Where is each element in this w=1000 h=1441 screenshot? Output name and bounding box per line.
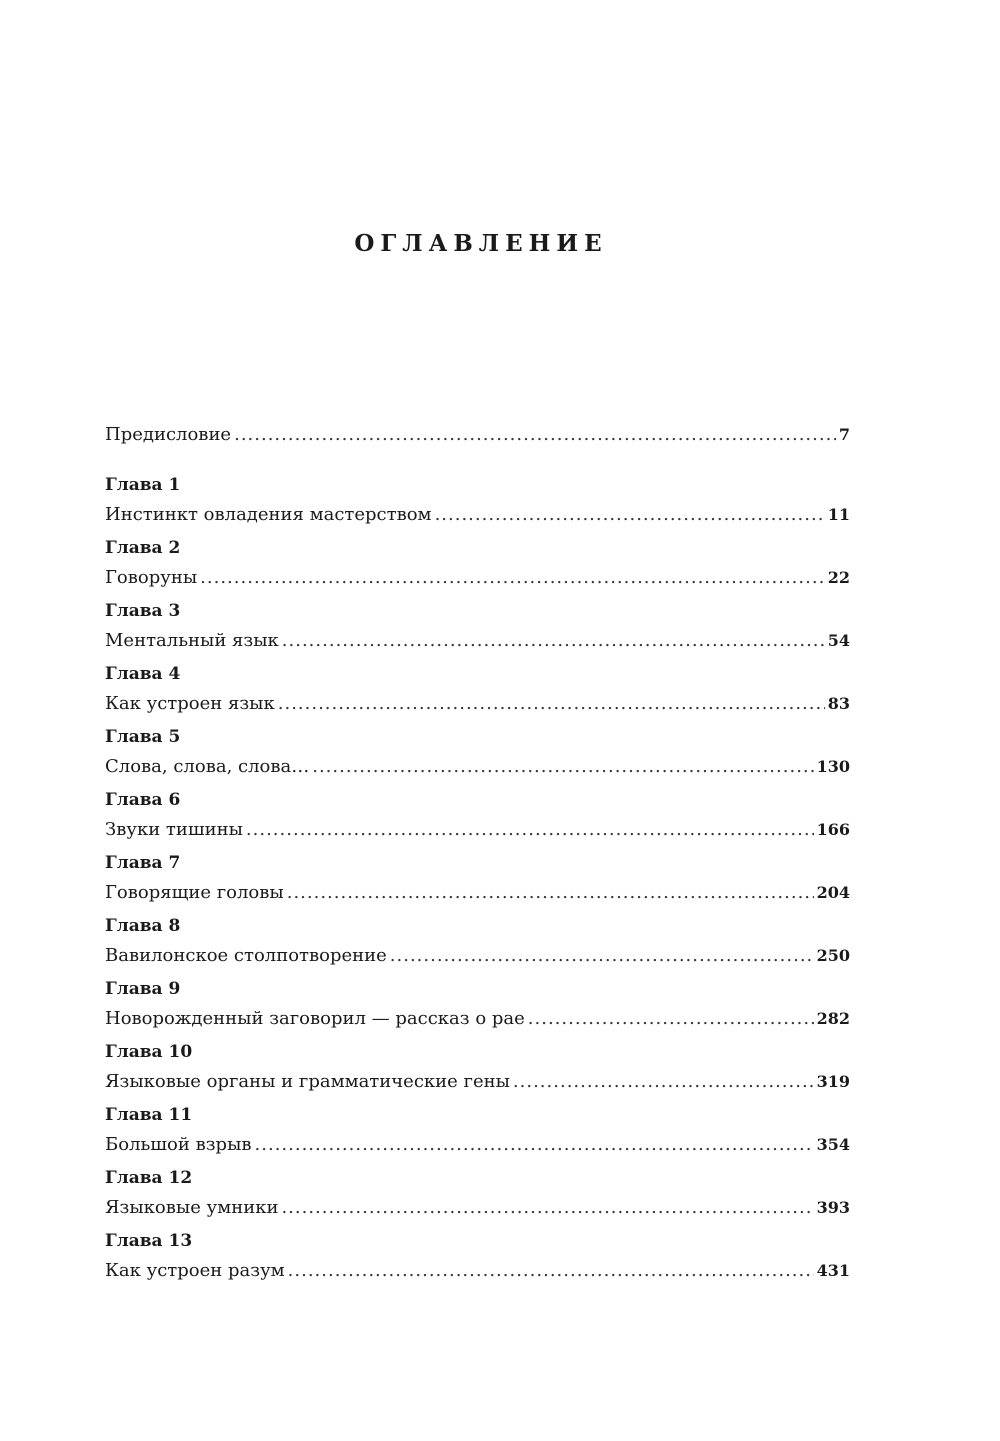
dot-leader: [234, 420, 836, 449]
toc-entry: [105, 1130, 850, 1159]
toc-chapter-8[interactable]: [105, 912, 850, 970]
chapter-heading: Глава 12: [105, 1168, 193, 1188]
chapter-heading: Глава 13: [105, 1231, 193, 1251]
toc-entry: [105, 941, 850, 970]
toc-chapter-5[interactable]: [105, 723, 850, 781]
toc-chapter-7[interactable]: [105, 849, 850, 907]
page-title: ОГЛАВЛЕНИЕ: [354, 230, 608, 257]
toc-page-number: 393: [816, 1198, 850, 1217]
chapter-heading: Глава 7: [105, 853, 181, 873]
toc-chapter-12[interactable]: [105, 1164, 850, 1222]
chapter-heading: Глава 6: [105, 790, 181, 810]
toc-page-number: 22: [827, 568, 850, 587]
toc-chapter-3[interactable]: [105, 597, 850, 655]
chapter-title: Языковые органы и грамматические гены: [105, 1071, 510, 1092]
toc-chapter-4[interactable]: [105, 660, 850, 718]
dot-leader: [287, 878, 814, 907]
toc-page-number: 204: [816, 883, 850, 902]
toc-chapter-6[interactable]: [105, 786, 850, 844]
toc-chapter-2[interactable]: [105, 534, 850, 592]
toc-page-number: 319: [816, 1072, 850, 1091]
chapter-heading: Глава 8: [105, 916, 181, 936]
toc-entry: [105, 815, 850, 844]
chapter-heading: Глава 2: [105, 538, 181, 558]
toc-page-number: 166: [816, 820, 850, 839]
toc-entry-label: Предисловие: [105, 424, 232, 445]
toc-chapter-9[interactable]: [105, 975, 850, 1033]
chapter-heading: Глава 5: [105, 727, 181, 747]
toc-page-number: 130: [816, 757, 850, 776]
toc-entry: [105, 1256, 850, 1285]
chapter-title: Звуки тишины: [105, 819, 243, 840]
toc-page-number: 354: [816, 1135, 850, 1154]
dot-leader: [246, 815, 814, 844]
chapter-title: Говорящие головы: [105, 882, 284, 903]
dot-leader: [312, 752, 813, 781]
toc-chapter-11[interactable]: [105, 1101, 850, 1159]
chapter-title: Новорожденный заговорил — рассказ о рае: [105, 1008, 525, 1029]
toc-entry: [105, 626, 850, 655]
dot-leader: [200, 563, 825, 592]
chapter-title: Языковые умники: [105, 1197, 279, 1218]
chapter-heading: Глава 1: [105, 475, 181, 495]
toc-entry: [105, 1004, 850, 1033]
toc-page-number: 54: [827, 631, 850, 650]
toc-chapter-10[interactable]: [105, 1038, 850, 1096]
toc-page-number: 83: [827, 694, 850, 713]
toc-page-number: 250: [816, 946, 850, 965]
toc-page-number: 7: [838, 425, 850, 444]
chapter-title: Ментальный язык: [105, 630, 279, 651]
toc-page-number: 282: [816, 1009, 850, 1028]
toc-chapter-1[interactable]: [105, 471, 850, 529]
chapter-title: Вавилонское столпотворение: [105, 945, 387, 966]
chapter-heading: Глава 9: [105, 979, 181, 999]
chapter-heading: Глава 3: [105, 601, 181, 621]
chapter-title: Как устроен язык: [105, 693, 275, 714]
chapter-title: Большой взрыв: [105, 1134, 252, 1155]
toc-entry: [105, 1067, 850, 1096]
dot-leader: [513, 1067, 814, 1096]
toc-entry: [105, 563, 850, 592]
toc-entry: [105, 689, 850, 718]
dot-leader: [281, 1193, 813, 1222]
toc-chapter-13[interactable]: [105, 1227, 850, 1285]
toc-entry: [105, 752, 850, 781]
chapter-heading: Глава 11: [105, 1105, 193, 1125]
chapter-heading: Глава 4: [105, 664, 181, 684]
dot-leader: [435, 500, 825, 529]
toc-page-number: 11: [827, 505, 850, 524]
dot-leader: [255, 1130, 814, 1159]
toc-entry: [105, 500, 850, 529]
dot-leader: [390, 941, 814, 970]
toc-entry: [105, 1193, 850, 1222]
toc-page-number: 431: [816, 1261, 850, 1280]
chapter-title: Инстинкт овладения мастерством: [105, 504, 432, 525]
chapter-title: Говоруны: [105, 567, 198, 588]
table-of-contents: [105, 420, 850, 1290]
chapter-title: Как устроен разум: [105, 1260, 285, 1281]
dot-leader: [282, 626, 825, 655]
dot-leader: [528, 1004, 814, 1033]
dot-leader: [278, 689, 825, 718]
toc-entry-preface[interactable]: [105, 420, 850, 449]
chapter-title: Слова, слова, слова…: [105, 756, 310, 777]
toc-entry: [105, 878, 850, 907]
chapter-heading: Глава 10: [105, 1042, 193, 1062]
dot-leader: [288, 1256, 814, 1285]
